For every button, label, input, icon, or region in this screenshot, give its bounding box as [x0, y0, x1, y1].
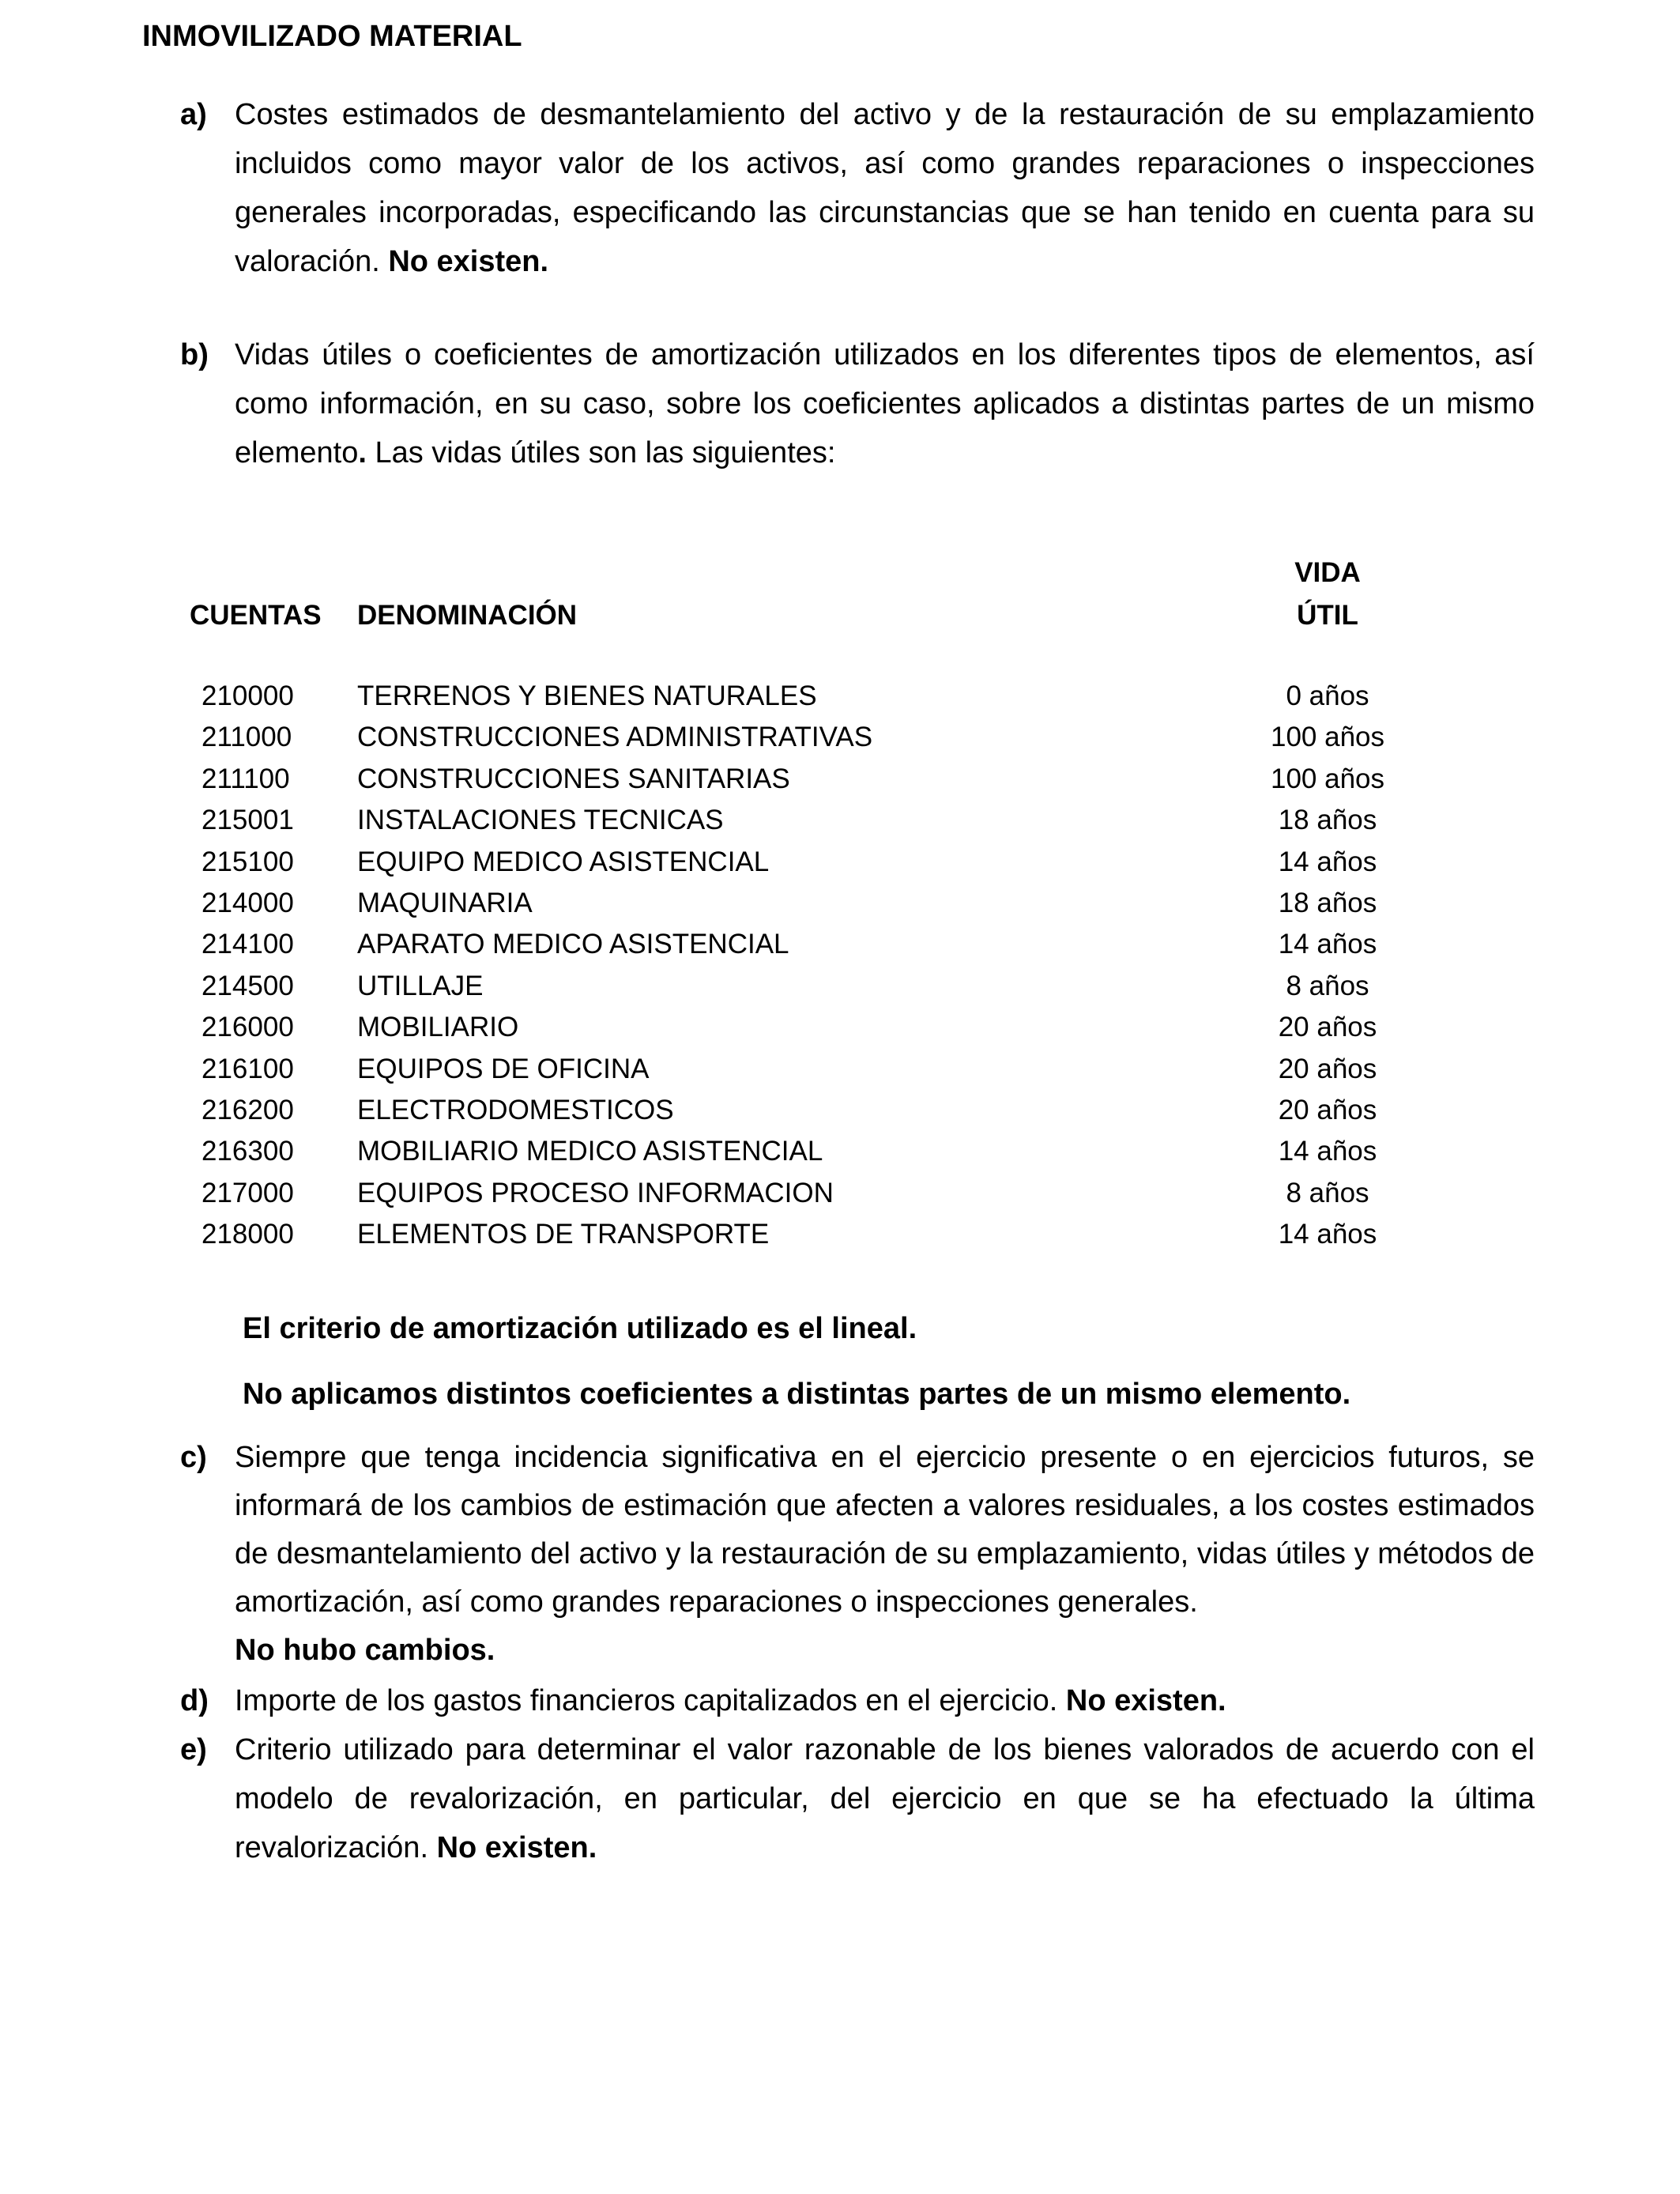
item-b-period: .	[358, 436, 367, 469]
useful-life: 14 años	[1278, 846, 1377, 877]
account-name: EQUIPOS PROCESO INFORMACION	[357, 1177, 834, 1208]
table-row	[0, 1173, 1680, 1214]
account-name: MAQUINARIA	[357, 887, 533, 918]
account-code: 214100	[202, 929, 294, 960]
account-name: CONSTRUCCIONES SANITARIAS	[357, 763, 790, 794]
account-name: MOBILIARIO	[357, 1012, 519, 1043]
table-row	[0, 676, 1680, 717]
account-name: INSTALACIONES TECNICAS	[357, 805, 724, 836]
account-name: UTILLAJE	[357, 970, 484, 1001]
header-util: ÚTIL	[1297, 600, 1358, 631]
table-row	[0, 842, 1680, 883]
table-row	[0, 1214, 1680, 1255]
useful-life-table	[0, 676, 1680, 1255]
useful-life: 18 años	[1278, 887, 1377, 918]
item-b-body: Vidas útiles o coeficientes de amortización utilizados en los diferentes tipos de elementos, así como información, en su caso, sobre los coeficientes aplicados a distintas partes de un mismo elemento	[235, 338, 1535, 469]
account-code: 210000	[202, 680, 294, 711]
table-row	[0, 966, 1680, 1007]
account-code: 215100	[202, 846, 294, 877]
account-code: 217000	[202, 1177, 294, 1208]
item-c-body: Siempre que tenga incidencia significativa en el ejercicio presente o en ejercicios futuros, se informará de los cambios de estimación que afecten a valores residuales, a los costes estimados de desmantelamiento del activo y la restauración de su emplazamiento, vidas útiles y métodos de amortización, así como grandes reparaciones o inspecciones generales.	[235, 1441, 1535, 1619]
table-row	[0, 717, 1680, 758]
note-amortization-method: El criterio de amortización utilizado es el lineal.	[243, 1312, 917, 1345]
table-row	[0, 1007, 1680, 1048]
item-b-marker: b)	[180, 338, 209, 371]
useful-life: 14 años	[1278, 1136, 1377, 1167]
account-code: 211100	[202, 763, 290, 794]
account-code: 216000	[202, 1012, 294, 1043]
useful-life: 20 años	[1278, 1012, 1377, 1043]
item-d-answer: No existen.	[1065, 1684, 1226, 1717]
item-e-answer: No existen.	[436, 1831, 597, 1864]
account-name: ELECTRODOMESTICOS	[357, 1094, 674, 1125]
useful-life: 20 años	[1278, 1053, 1377, 1084]
table-row	[0, 1090, 1680, 1131]
item-d-marker: d)	[180, 1684, 209, 1717]
table-row	[0, 759, 1680, 800]
table-row	[0, 1049, 1680, 1090]
account-name: MOBILIARIO MEDICO ASISTENCIAL	[357, 1136, 823, 1167]
header-cuentas: CUENTAS	[190, 600, 322, 631]
account-code: 218000	[202, 1219, 294, 1250]
account-code: 214000	[202, 887, 294, 918]
useful-life: 100 años	[1270, 763, 1385, 794]
useful-life: 14 años	[1278, 929, 1377, 960]
item-b-text	[235, 330, 1535, 477]
item-c-answer: No hubo cambios.	[235, 1634, 495, 1667]
account-code: 216200	[202, 1094, 294, 1125]
note-no-coefficients: No aplicamos distintos coeficientes a distintas partes de un mismo elemento.	[243, 1378, 1351, 1411]
useful-life: 8 años	[1286, 1177, 1369, 1208]
useful-life: 14 años	[1278, 1219, 1377, 1250]
item-e-marker: e)	[180, 1733, 207, 1766]
item-d-body: Importe de los gastos financieros capitalizados en el ejercicio.	[235, 1684, 1058, 1717]
account-code: 215001	[202, 805, 294, 836]
item-e-body: Criterio utilizado para determinar el valor razonable de los bienes valorados de acuerdo con el modelo de revalorización, en particular, del ejercicio en que se ha efectuado la última revalorización.	[235, 1733, 1535, 1864]
useful-life: 0 años	[1286, 680, 1369, 711]
item-b-answer: Las vidas útiles son las siguientes:	[366, 436, 836, 469]
account-name: TERRENOS Y BIENES NATURALES	[357, 680, 817, 711]
header-denominacion: DENOMINACIÓN	[357, 600, 578, 631]
useful-life: 8 años	[1286, 970, 1369, 1001]
useful-life: 100 años	[1270, 722, 1385, 753]
table-row	[0, 883, 1680, 924]
account-name: APARATO MEDICO ASISTENCIAL	[357, 929, 789, 960]
table-row	[0, 1131, 1680, 1172]
account-name: EQUIPO MEDICO ASISTENCIAL	[357, 846, 770, 877]
useful-life: 18 años	[1278, 805, 1377, 836]
item-d-text	[235, 1676, 1535, 1725]
item-c-text	[235, 1434, 1535, 1675]
item-a-marker: a)	[180, 98, 207, 131]
item-c-marker: c)	[180, 1441, 207, 1474]
item-e-text	[235, 1725, 1535, 1872]
account-name: EQUIPOS DE OFICINA	[357, 1053, 650, 1084]
table-row	[0, 800, 1680, 841]
header-vida: VIDA	[1294, 557, 1361, 588]
item-a-body: Costes estimados de desmantelamiento del activo y de la restauración de su emplazamiento incluidos como mayor valor de los activos, así como grandes reparaciones o inspecciones generales incorporadas, especificando las circunstancias que se han tenido en cuenta para su valoración.	[235, 98, 1535, 278]
useful-life: 20 años	[1278, 1094, 1377, 1125]
item-a-text	[235, 90, 1535, 286]
item-a-answer: No existen.	[388, 245, 549, 278]
table-row	[0, 924, 1680, 965]
account-code: 214500	[202, 970, 294, 1001]
account-code: 216100	[202, 1053, 294, 1084]
account-code: 211000	[202, 722, 292, 753]
account-name: CONSTRUCCIONES ADMINISTRATIVAS	[357, 722, 873, 753]
account-name: ELEMENTOS DE TRANSPORTE	[357, 1219, 770, 1250]
page-title: INMOVILIZADO MATERIAL	[142, 20, 522, 53]
account-code: 216300	[202, 1136, 294, 1167]
